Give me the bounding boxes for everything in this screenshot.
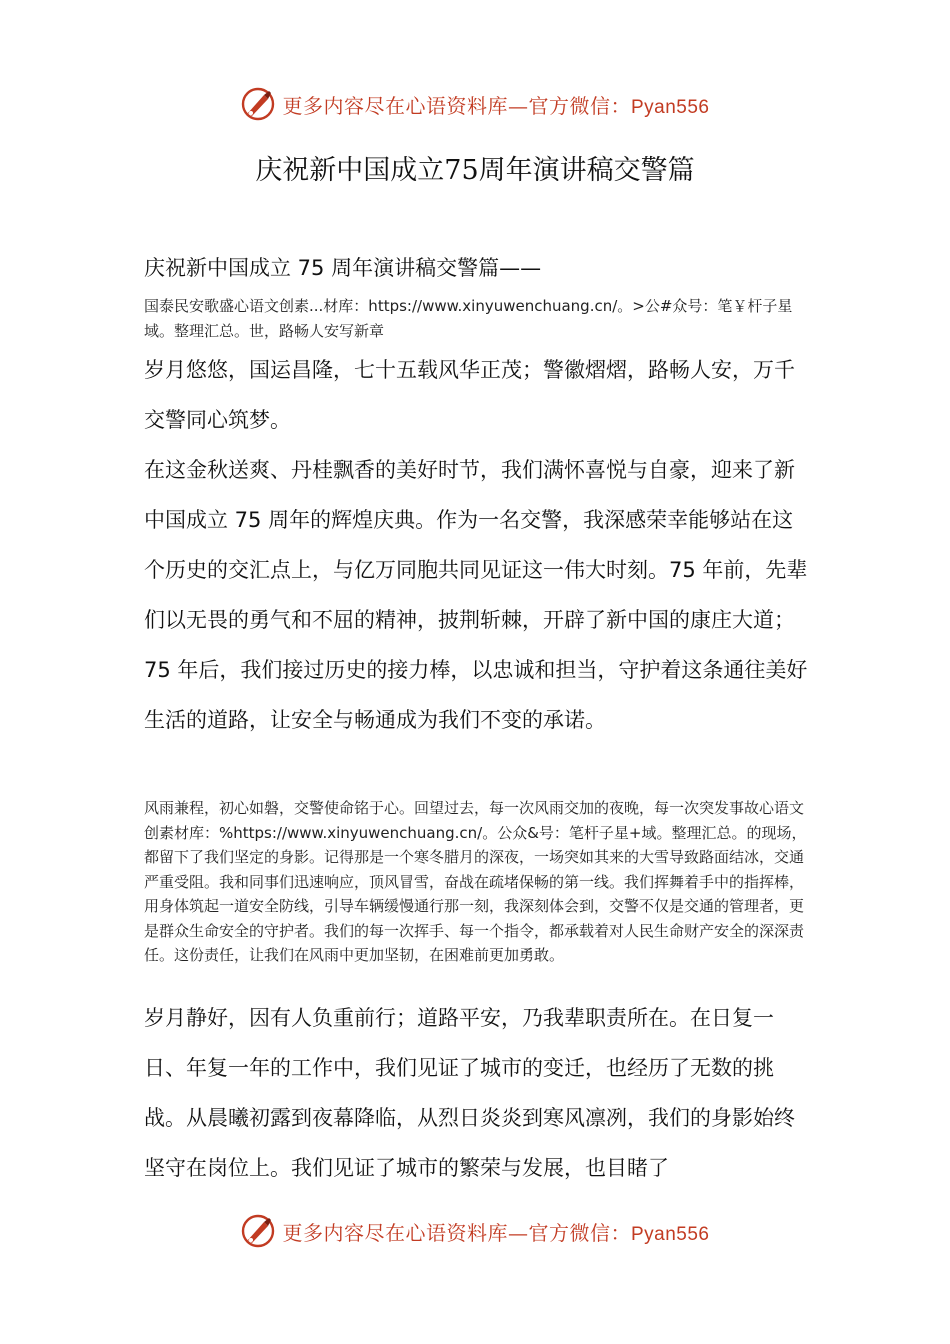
banner-text: 更多内容尽在心语资料库—官方微信：Pyan556 (282, 93, 710, 118)
pen-nib-logo-icon (240, 1213, 276, 1249)
paragraph-4: 岁月静好，因有人负重前行；道路平安，乃我辈职责所在。在日复一日、年复一年的工作中，我们见证了城市的变迁，也经历了无数的挑战。从晨曦初露到夜幕降临，从烈日炎炎到寒风凛冽，我们的身影始终坚守在岗位上。我们见证了城市的繁荣与发展，也目睹了 (144, 1006, 795, 1180)
page-title: 庆祝新中国成立75周年演讲稿交警篇 (255, 155, 695, 186)
footer-banner (0, 1211, 950, 1251)
banner-text: 更多内容尽在心语资料库—官方微信：Pyan556 (282, 1220, 710, 1245)
subtitle: 庆祝新中国成立 75 周年演讲稿交警篇—— (144, 256, 542, 280)
wechat-id: Pyan556 (630, 96, 710, 118)
source-note: 国泰民安歌盛心语文创素...材库：https://www.xinyuwenchuang.cn/。>公#众号：笔￥杆子星域。整理汇总。世，路畅人安写新章 (144, 297, 793, 340)
header-banner (0, 84, 950, 124)
paragraph-2: 在这金秋送爽、丹桂飘香的美好时节，我们满怀喜悦与自豪，迎来了新中国成立 75 周年的辉煌庆典。作为一名交警，我深感荣幸能够站在这个历史的交汇点上，与亿万同胞共同见证这一伟大时刻。75 年前，先辈们以无畏的勇气和不屈的精神，披荆斩棘，开辟了新中国的康庄大道；75 年后，我们接过历史的接力棒，以忠诚和担当，守护着这条通往美好生活的道路，让安全与畅通成为我们不变的承诺。 (144, 458, 808, 732)
pen-nib-logo-icon (240, 86, 276, 122)
paragraph-3: 风雨兼程，初心如磐，交警使命铭于心。回望过去，每一次风雨交加的夜晚，每一次突发事故心语文创素材库：%https://www.xinyuwenchuang.cn/。公众&号：笔杆子星+域。整理汇总。的现场，都留下了我们坚定的身影。记得那是一个寒冬腊月的深夜，一场突如其来的大雪导致路面结冰，交通严重受阻。我和同事们迅速响应，顶风冒雪，奋战在疏堵保畅的第一线。我们挥舞着手中的指挥棒，用身体筑起一道安全防线，引导车辆缓慢通行那一刻，我深刻体会到，交警不仅是交通的管理者，更是群众生命安全的守护者。我们的每一次挥手、每一个指令，都承载着对人民生命财产安全的深深责任。这份责任，让我们在风雨中更加坚韧，在困难前更加勇敢。 (144, 799, 807, 964)
paragraph-1: 岁月悠悠，国运昌隆，七十五载风华正茂；警徽熠熠，路畅人安，万千交警同心筑梦。 (144, 358, 795, 432)
wechat-id: Pyan556 (630, 1223, 710, 1245)
